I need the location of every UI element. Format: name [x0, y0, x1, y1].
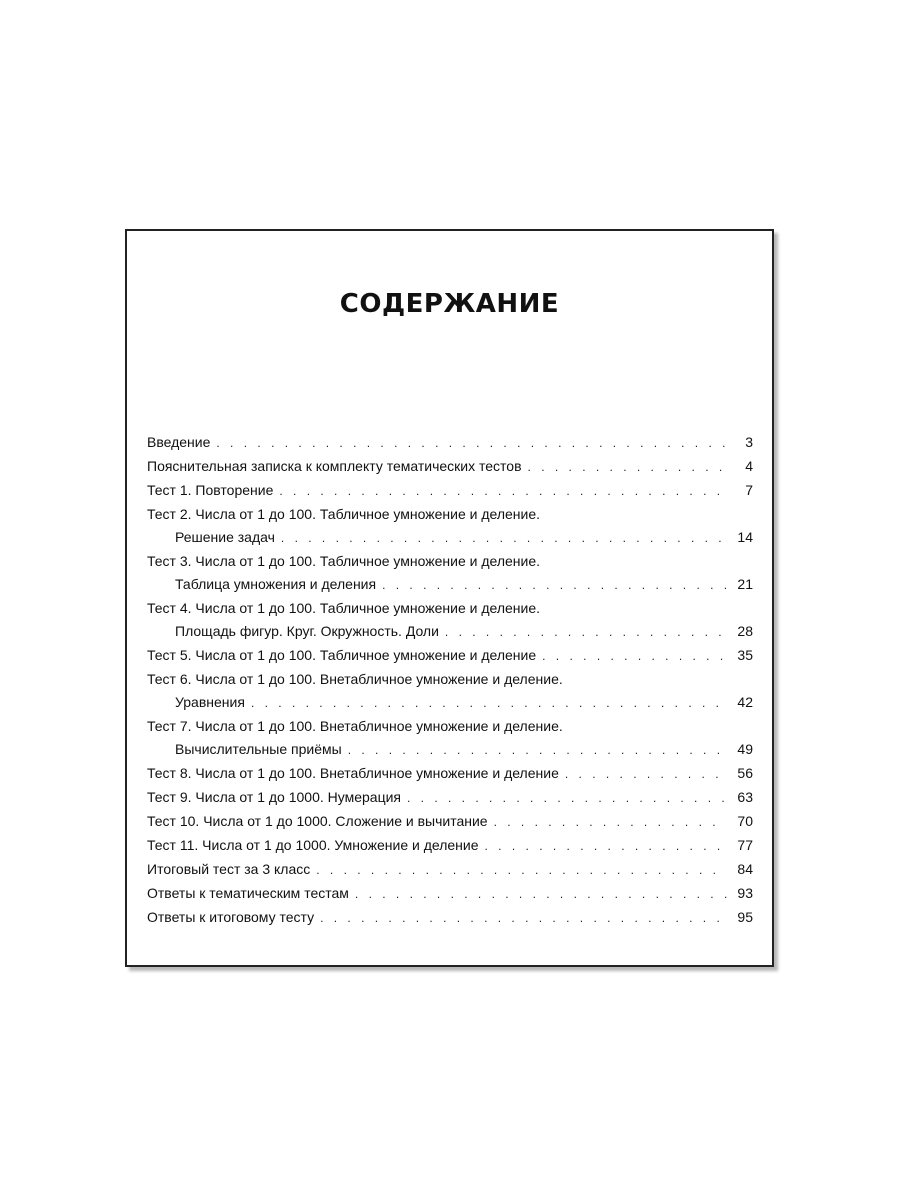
dot-leader — [320, 907, 727, 930]
toc-entry-test-10 — [147, 810, 753, 834]
toc-row — [147, 834, 753, 858]
toc-entry-title: Таблица умножения и деления — [175, 576, 377, 592]
toc-entry-title: Уравнения — [175, 694, 245, 710]
toc-row — [147, 526, 753, 550]
dot-leader — [528, 456, 727, 479]
toc-entry-title: Ответы к итоговому тесту — [147, 909, 315, 925]
toc-entry-title-line1: Тест 2. Числа от 1 до 100. Табличное умножение и деление. — [147, 506, 541, 522]
toc-entry-title: Тест 9. Числа от 1 до 1000. Нумерация — [147, 789, 401, 805]
toc-entry-test-5 — [147, 644, 753, 668]
toc-entry-final-answers — [147, 906, 753, 930]
toc-page-number: 95 — [737, 909, 753, 925]
toc-page-number: 28 — [737, 623, 753, 639]
toc-row — [147, 858, 753, 882]
toc-row — [147, 906, 753, 930]
toc-page-number: 7 — [745, 482, 753, 498]
toc-row — [147, 455, 753, 479]
toc-entry-title-line1: Тест 4. Числа от 1 до 100. Табличное умножение и деление. — [147, 600, 541, 616]
toc-entry-test-6 — [147, 668, 753, 715]
toc-entry-title: Ответы к тематическим тестам — [147, 885, 349, 901]
dot-leader — [445, 621, 727, 644]
toc-entry-explanatory-note — [147, 455, 753, 479]
dot-leader — [494, 811, 727, 834]
toc-row — [147, 738, 753, 762]
toc-page-number: 4 — [745, 458, 753, 474]
toc-page-number: 42 — [737, 694, 753, 710]
toc-row — [147, 762, 753, 786]
toc-entry-title: Пояснительная записка к комплекту тематических тестов — [147, 458, 522, 474]
toc-page-number: 70 — [737, 813, 753, 829]
dot-leader — [216, 432, 727, 455]
toc-entry-test-1 — [147, 479, 753, 503]
toc-entry-title: Введение — [147, 434, 211, 450]
toc-page-number: 21 — [737, 576, 753, 592]
dot-leader — [407, 787, 727, 810]
dot-leader — [355, 883, 727, 906]
toc-entry-title: Тест 10. Числа от 1 до 1000. Сложение и вычитание — [147, 813, 488, 829]
toc-entry-title: Тест 11. Числа от 1 до 1000. Умножение и деление — [147, 837, 479, 853]
toc-entry-title: Тест 5. Числа от 1 до 100. Табличное умножение и деление — [147, 647, 537, 663]
toc-page-number: 49 — [737, 741, 753, 757]
toc-row — [147, 882, 753, 906]
toc-entry-title-line1: Тест 6. Числа от 1 до 100. Внетабличное умножение и деление. — [147, 671, 563, 687]
dot-leader — [382, 574, 727, 597]
toc-page-number: 3 — [745, 434, 753, 450]
toc-entry-test-4 — [147, 597, 753, 644]
toc-page-number: 35 — [737, 647, 753, 663]
toc-entry-introduction — [147, 431, 753, 455]
toc-entry-test-3 — [147, 550, 753, 597]
toc-entry-title: Вычислительные приёмы — [175, 741, 342, 757]
toc-entry-thematic-answers — [147, 882, 753, 906]
toc-row — [147, 479, 753, 503]
page-title: СОДЕРЖАНИЕ — [339, 289, 560, 319]
toc-entry-test-11 — [147, 834, 753, 858]
toc-page-number: 84 — [737, 861, 753, 877]
toc-entry-title: Решение задач — [175, 529, 275, 545]
toc-entry-test-8 — [147, 762, 753, 786]
toc-entry-title-line1: Тест 7. Числа от 1 до 100. Внетабличное умножение и деление. — [147, 718, 563, 734]
toc-row — [147, 691, 753, 715]
toc-page-number: 63 — [737, 789, 753, 805]
dot-leader — [316, 859, 727, 882]
toc-row — [147, 573, 753, 597]
dot-leader — [279, 480, 727, 503]
toc-entry-title: Тест 8. Числа от 1 до 100. Внетабличное умножение и деление — [147, 765, 559, 781]
toc-page-number: 77 — [737, 837, 753, 853]
toc-page-number: 56 — [737, 765, 753, 781]
dot-leader — [542, 645, 727, 668]
toc-row — [147, 810, 753, 834]
toc-entry-title: Итоговый тест за 3 класс — [147, 861, 311, 877]
dot-leader — [485, 835, 727, 858]
toc-row — [147, 786, 753, 810]
toc-entry-test-7 — [147, 715, 753, 762]
book-page — [125, 229, 774, 967]
toc-entry-test-9 — [147, 786, 753, 810]
dot-leader — [281, 527, 727, 550]
table-of-contents — [147, 431, 753, 930]
dot-leader — [251, 692, 727, 715]
toc-entry-title-line1: Тест 3. Числа от 1 до 100. Табличное умножение и деление. — [147, 553, 541, 569]
toc-page-number: 93 — [737, 885, 753, 901]
toc-entry-title: Площадь фигур. Круг. Окружность. Доли — [175, 623, 439, 639]
toc-entry-title: Тест 1. Повторение — [147, 482, 274, 498]
toc-row — [147, 644, 753, 668]
toc-row — [147, 620, 753, 644]
dot-leader — [348, 739, 727, 762]
toc-entry-final-test — [147, 858, 753, 882]
toc-entry-test-2 — [147, 503, 753, 550]
toc-page-number: 14 — [737, 529, 753, 545]
dot-leader — [565, 763, 727, 786]
toc-row — [147, 431, 753, 455]
